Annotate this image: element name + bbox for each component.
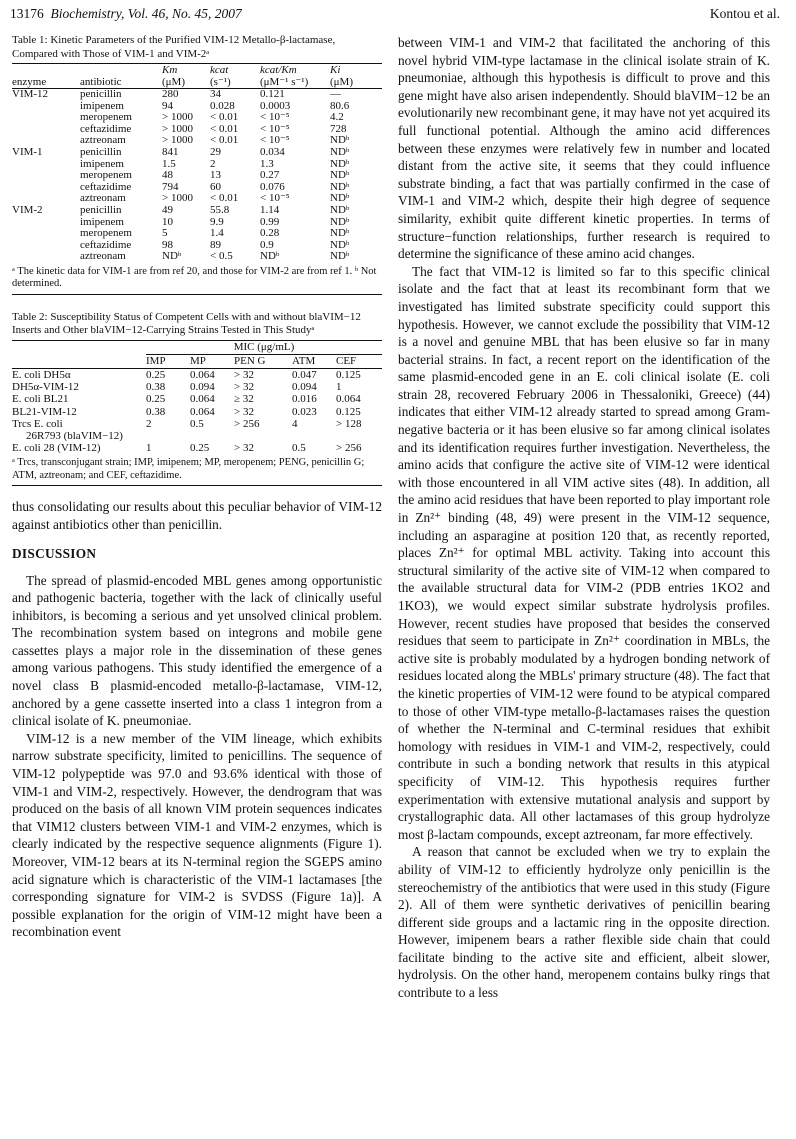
table1-row-cell: imipenem — [80, 157, 124, 170]
table2-row-cell: 0.38 — [146, 381, 166, 394]
table1-col-enzyme: enzyme — [12, 64, 80, 89]
table1-row-cell: imipenem — [80, 215, 124, 228]
table2-row-cell: 0.094 — [292, 381, 317, 394]
table1-row-cell: 728 — [330, 122, 347, 135]
table1-row — [12, 112, 382, 124]
table1-row-cell: 89 — [210, 238, 221, 251]
table2-row-cell: 4 — [292, 417, 298, 430]
table1-col-kcat-km-label: kcat/Km — [260, 64, 297, 76]
table1-col-km-label: Km — [162, 64, 178, 76]
table1-row — [12, 147, 382, 159]
table1-row-cell: < 10⁻⁵ — [260, 134, 290, 147]
right-paragraph-1: between VIM-1 and VIM-2 that facilitated the anchoring of this novel hybrid VIM-type lactamase in the clinical isolate strain of K. pneumoniae, although this hypothesis is difficult to prove and this gene might have also arisen independently. Should blaVIM−12 be an evolutionarily new recombinant gene, it may have not yet acquired its full functional potential. Although the amino acid differences between these enzymes were relatively few in number and located distant from the active site, it seems that they could influence substrate binding, a fact that was partially confirmed in the case of VIM-1 and VIM-2 which, despite their high degree of sequence similarity, exhibit quite different kinetic properties. In terms of structure−function relationships, further research is required to determine the significance of these amino acid changes. — [398, 35, 770, 262]
table1-row-cell: 9.9 — [210, 215, 224, 228]
table1-row-cell — [12, 240, 80, 252]
table2-row-cell: E. coli BL21 — [12, 393, 69, 406]
table1-row-cell: 2 — [210, 157, 216, 170]
table1-row-cell: VIM-12 — [12, 88, 49, 100]
table1-row-cell: NDᵇ — [330, 180, 350, 193]
table2-mic-spacer — [12, 341, 146, 355]
table1-row-cell: > 1000 — [162, 122, 193, 135]
table2-row-cell: 0.25 — [146, 368, 166, 381]
table1-row — [12, 251, 382, 263]
table1-row — [12, 170, 382, 182]
table2-row-cell: 0.125 — [336, 368, 361, 381]
table2-row — [12, 430, 382, 442]
table1-row-cell: 0.9 — [260, 238, 274, 251]
table1-row — [12, 217, 382, 229]
table1-row-cell: 0.99 — [260, 215, 280, 228]
table1-row-cell: 60 — [210, 180, 221, 193]
table2-row-cell: BL21-VIM-12 — [12, 405, 77, 418]
table1-row — [12, 159, 382, 171]
table1-row — [12, 89, 382, 101]
table2-col-mp: MP — [190, 354, 234, 368]
left-continuation-paragraph: thus consolidating our results about this peculiar behavior of VIM-12 against antibiotics other than penicillin. — [12, 499, 382, 532]
table1-row-cell: 29 — [210, 145, 221, 158]
right-paragraph-3: A reason that cannot be excluded when we try to explain the ability of VIM-12 to efficiently hydrolyze only penicillin is the stereochemistry of the antibiotics that were used in this study (Figure 2). All of them were synthetic derivatives of penicillin bearing different side groups and a lactamic ring in the opposite direction. However, imipenem bears a rather flexible side chain that could facilitate binding to the active site and efficient, albeit slower, hydrolysis. On the other hand, meropenem contains bulky rings that contribute to a less — [398, 844, 770, 1001]
table2-row-cell: 0.064 — [190, 393, 215, 406]
table2-row-cell: 0.38 — [146, 405, 166, 418]
table2-row-cell: 0.047 — [292, 368, 317, 381]
table1-row-cell: > 1000 — [162, 134, 193, 147]
table2-footnote: ᵃ Trcs, transconjugant strain; IMP, imipenem; MP, meropenem; PENG, penicillin G; ATM, aztreonam; and CEF, ceftazidime. — [12, 457, 382, 486]
table1-row-cell: 49 — [162, 203, 173, 216]
table1-row — [12, 124, 382, 136]
table1-row-cell: 1.4 — [210, 227, 224, 240]
table2-row-cell: > 256 — [234, 417, 260, 430]
table1-row-cell — [12, 228, 80, 240]
table1-row-cell — [12, 251, 80, 263]
header-left — [10, 6, 242, 22]
table2-row-cell: 0.25 — [190, 442, 210, 455]
table1-row-cell: meropenem — [80, 169, 132, 182]
table1-row — [12, 135, 382, 147]
page-header — [10, 6, 786, 26]
right-column — [398, 34, 770, 1002]
table1-footnote: ᵃ The kinetic data for VIM-1 are from ref 20, and those for VIM-2 are from ref 1. ᵇ Not determined. — [12, 266, 382, 295]
table1-row-cell: NDᵇ — [330, 250, 350, 263]
table1-row-cell: aztreonam — [80, 134, 126, 147]
table2-row-cell: 1 — [146, 442, 152, 455]
table2-row-cell: 0.5 — [292, 442, 306, 455]
table2-row-cell — [190, 430, 234, 442]
table2-row-cell: 1 — [336, 381, 342, 394]
table2-row-cell: 0.25 — [146, 393, 166, 406]
table1-row-cell: 1.5 — [162, 157, 176, 170]
table2-header-row — [12, 354, 382, 368]
table2-row — [12, 418, 382, 430]
page-number: 13176 — [10, 6, 44, 21]
table1-row-cell — [12, 170, 80, 182]
table1-row-cell: 10 — [162, 215, 173, 228]
table2-row-cell: E. coli 28 (VIM-12) — [12, 442, 101, 455]
table1-row-cell: 34 — [210, 88, 221, 100]
table1-row-cell: 0.028 — [210, 99, 235, 112]
table1-row-cell: ceftazidime — [80, 180, 132, 193]
table1-row-cell — [12, 112, 80, 124]
table1-row-cell: penicillin — [80, 145, 122, 158]
table2-row-cell: 0.064 — [336, 393, 361, 406]
table1-row-cell: NDᵇ — [330, 134, 350, 147]
table1-row-cell — [12, 217, 80, 229]
table1-body — [12, 89, 382, 263]
table2-row-cell: 0.023 — [292, 405, 317, 418]
table1-row-cell: < 10⁻⁵ — [260, 122, 290, 135]
table2-row-cell: ≥ 32 — [234, 393, 254, 406]
table1-row-cell: NDᵇ — [260, 250, 280, 263]
table1-row-cell: 0.076 — [260, 180, 285, 193]
table1-col-kcat — [210, 64, 260, 89]
table2-row-cell: > 128 — [336, 417, 362, 430]
table2-mic-row — [12, 341, 382, 355]
table2-caption: Table 2: Susceptibility Status of Competent Cells with and without blaVIM−12 Inserts and Other blaVIM−12-Carrying Strains Tested in This Studyᵃ — [12, 310, 361, 337]
table1-row-cell: NDᵇ — [330, 227, 350, 240]
table2-col-atm: ATM — [292, 354, 336, 368]
table1-row-cell: — — [330, 88, 341, 100]
table2-col-imp: IMP — [146, 354, 190, 368]
table1-col-kcat-unit: (s⁻¹) — [210, 76, 231, 88]
table2-row-cell — [146, 430, 190, 442]
discussion-paragraph-2: VIM-12 is a new member of the VIM lineage, which exhibits narrow substrate specificity, limited to penicillins. The sequence of VIM-12 polypeptide was 97.0 and 93.6% identical with those of VIM-1 and VIM-2, respectively. However, the dendrogram that was produced on the basis of all known VIM protein sequences indicates that VIM12 clusters between VIM-1 and VIM-2 enzymes, which is clearly indicated by the respective sequence alignments (Figure 1). Moreover, VIM-12 bears at its N-terminal region the SGEPS amino acid signature which is characteristic of the VIM-1 lactamases [the corresponding signature for VIM-2 is SVDSS (Figure 1a)]. A possible explanation for the origin of VIM-12 might have been a recombination event — [12, 730, 382, 940]
table1-col-kcat-label: kcat — [210, 64, 229, 76]
table2-row — [12, 442, 382, 454]
table1-row-cell: ceftazidime — [80, 238, 132, 251]
table1-row-cell: VIM-1 — [12, 145, 43, 158]
table1-col-km-unit: (μM) — [162, 76, 186, 88]
table1-row-cell — [12, 101, 80, 113]
table1-row-cell: NDᵇ — [162, 250, 182, 263]
table1-row-cell: 55.8 — [210, 203, 230, 216]
table1-row — [12, 240, 382, 252]
table2-row — [12, 368, 382, 381]
table1-col-ki-label: Ki — [330, 64, 341, 76]
table1-row-cell: > 1000 — [162, 192, 193, 205]
table1-row-cell: < 0.5 — [210, 250, 233, 263]
table2-row-cell — [234, 430, 292, 442]
table1-col-kcat-km-unit: (μM⁻¹ s⁻¹) — [260, 76, 309, 88]
table2 — [12, 341, 382, 454]
table2-row-cell: 0.5 — [190, 417, 204, 430]
table1-row-cell: NDᵇ — [330, 192, 350, 205]
table1-row-cell: 280 — [162, 88, 179, 100]
table1-header-row — [12, 64, 382, 89]
table1-row-cell: NDᵇ — [330, 145, 350, 158]
table1-row-cell: NDᵇ — [330, 203, 350, 216]
table2-row-cell: > 256 — [336, 442, 362, 455]
table1-row-cell: NDᵇ — [330, 157, 350, 170]
table1-row-cell: < 0.01 — [210, 134, 239, 147]
discussion-paragraph-1: The spread of plasmid-encoded MBL genes among opportunistic and pathogenic bacteria, together with the lack of clinically useful inhibitors, is becoming a serious and yet unsolved clinical problem. The recombination system based on integrons and mobile gene cassettes plays a major role in the dissemination of these genes among various pathogens. This study identified the emergence of a novel class B plasmid-encoded metallo-β-lactamase, VIM-12, anchored by a gene cassette inserted into a class 1 integron from a clinical isolate of K. pneumoniae. — [12, 572, 382, 729]
table1-row — [12, 193, 382, 205]
table1-row-cell: 841 — [162, 145, 179, 158]
table2-row-cell: DH5α-VIM-12 — [12, 381, 79, 394]
table1-row-cell: 48 — [162, 169, 173, 182]
table1 — [12, 64, 382, 263]
table2-row-cell — [292, 430, 336, 442]
table2-row-cell: 26R793 (blaVIM−12) — [26, 429, 123, 442]
table1-row-cell: VIM-2 — [12, 203, 43, 216]
table1-row-cell: 0.27 — [260, 169, 280, 182]
table2-row-cell: 0.094 — [190, 381, 215, 394]
table2-row — [12, 393, 382, 405]
table1-row-cell: NDᵇ — [330, 238, 350, 251]
table1-row-cell: penicillin — [80, 88, 122, 100]
table1-row-cell: meropenem — [80, 111, 132, 124]
table2-row-cell: Trcs E. coli — [12, 417, 63, 430]
table1-row-cell: penicillin — [80, 203, 122, 216]
table1-row-cell: 94 — [162, 99, 173, 112]
table1-row-cell: NDᵇ — [330, 169, 350, 182]
discussion-heading: DISCUSSION — [12, 545, 97, 561]
table1-row-cell — [12, 159, 80, 171]
table1-row-cell: aztreonam — [80, 192, 126, 205]
table1-row-cell: 794 — [162, 180, 179, 193]
table2-row-cell: 0.064 — [190, 405, 215, 418]
table1-row-cell: 4.2 — [330, 111, 344, 124]
table2-row-cell: > 32 — [234, 368, 254, 381]
table1-col-antibiotic: antibiotic — [80, 64, 162, 89]
table1-col-kcat-km — [260, 64, 330, 89]
table2-row-cell: E. coli DH5α — [12, 368, 71, 381]
table2-row — [12, 406, 382, 418]
table1-caption: Table 1: Kinetic Parameters of the Purified VIM-12 Metallo-β-lactamase, Compared with Those of VIM-1 and VIM-2ᵃ — [12, 34, 336, 60]
table1-row-cell: 98 — [162, 238, 173, 251]
table2-row — [12, 381, 382, 393]
table2-col-peng: PEN G — [234, 354, 292, 368]
table1-row-cell: < 0.01 — [210, 192, 239, 205]
table2-row-cell — [336, 430, 382, 442]
table1-row-cell: 0.28 — [260, 227, 280, 240]
header-authors: Kontou et al. — [709, 6, 780, 21]
table1-row-cell: 0.121 — [260, 88, 285, 100]
table1-row-cell: 0.0003 — [260, 99, 291, 112]
table1-row-cell: < 10⁻⁵ — [260, 192, 290, 205]
table1-row-cell: meropenem — [80, 227, 132, 240]
table1-col-ki-unit: (μM) — [330, 76, 354, 88]
journal-citation: Biochemistry, Vol. 46, No. 45, 2007 — [50, 6, 242, 21]
table1-row-cell: 1.3 — [260, 157, 274, 170]
table2-row-cell: 0.125 — [336, 405, 361, 418]
table1-row-cell: 13 — [210, 169, 221, 182]
table1-row-cell: NDᵇ — [330, 215, 350, 228]
table1-row-cell: < 0.01 — [210, 122, 239, 135]
table1-row — [12, 205, 382, 217]
left-column — [12, 34, 382, 941]
table2-col-cef: CEF — [336, 354, 382, 368]
table1-row — [12, 228, 382, 240]
table2-row-cell: 0.016 — [292, 393, 317, 406]
table1-row-cell: < 0.01 — [210, 111, 239, 124]
table2-row-cell: 2 — [146, 417, 152, 430]
table2-row-cell: > 32 — [234, 381, 254, 394]
table1-row-cell: < 10⁻⁵ — [260, 111, 290, 124]
table1-row-cell: 5 — [162, 227, 168, 240]
table1-row-cell: aztreonam — [80, 250, 126, 263]
table1-row-cell: imipenem — [80, 99, 124, 112]
table1-row — [12, 101, 382, 113]
table2-row-cell: > 32 — [234, 405, 254, 418]
table1-row-cell — [12, 182, 80, 194]
table1-row-cell — [12, 124, 80, 136]
table1-row-cell: 0.034 — [260, 145, 285, 158]
table2-row-cell: > 32 — [234, 442, 254, 455]
table1-row — [12, 182, 382, 194]
table1-row-cell: > 1000 — [162, 111, 193, 124]
table1-row-cell: ceftazidime — [80, 122, 132, 135]
table2-mic-header: MIC (μg/mL) — [146, 341, 382, 355]
table1-row-cell: 80.6 — [330, 99, 350, 112]
table1-row-cell: 1.14 — [260, 203, 280, 216]
table2-body — [12, 368, 382, 454]
table1-col-ki — [330, 64, 382, 89]
right-paragraph-2: The fact that VIM-12 is limited so far to this specific clinical isolate and the fact that at least its recombinant form that we investigated has limited substrate specificity could support this hypothesis. However, we cannot exclude the possibility that VIM-12 is a novel and genuine MBL that has been elusive so far in many bacterial strains. In fact, a recent report on the identification of the same plasmid-encoded gene in an E. coli clinical isolate (E. coli strain 28, recovered February 2006 in Thessaloniki, Greece) (44) indicates that either VIM-12 already started to spread among Gram-negative bacteria or it has been elusive so far among clinical isolates and its identification requires further investigation. Nevertheless, the amino acids that configure the active site of VIM-12 were identical with those encountered in all VIM active sites (48). In addition, all the amino acid residues that have been reported to play important role in Zn²⁺ binding (48, 49) were present in the VIM-12 sequence, including an asparagine at position 120 that, as recently reported, places Zn²⁺ for optimal MBL activity. Taking into account this structural similarity of the active site of VIM-12 when compared to the available structural data for VIM-2 (PDB entries 1KO2 and 1KO3), we would expect similar substrate hydrolysis profiles. However, recent studies have proposed that besides the conserved residues that seem to participate in Zn²⁺ coordination in MBLs, the active site is probably modulated by a hydrogen bonding network of residues located along the MBLs' primary structure (48). The fact that the kinetic properties of VIM-12 were found to be atypical compared to those of other VIM-type metallo-β-lactamases raises the question of whether the N-terminal and C-terminal residues that exhibit homology with residues in VIM-1 and VIM-2, respectively, could contribute in such a bonding network that results in this atypical specificity of VIM-12. This hypothesis requires further experimentation with extensive mutational analysis and support by crystallographic data. All other lactamases of this group hydrolyze most β-lactam compounds, except aztreonam, far more effectively. — [398, 263, 770, 842]
table2-row-cell: 0.064 — [190, 368, 215, 381]
table1-col-km — [162, 64, 210, 89]
table2-col-strain — [12, 354, 146, 368]
